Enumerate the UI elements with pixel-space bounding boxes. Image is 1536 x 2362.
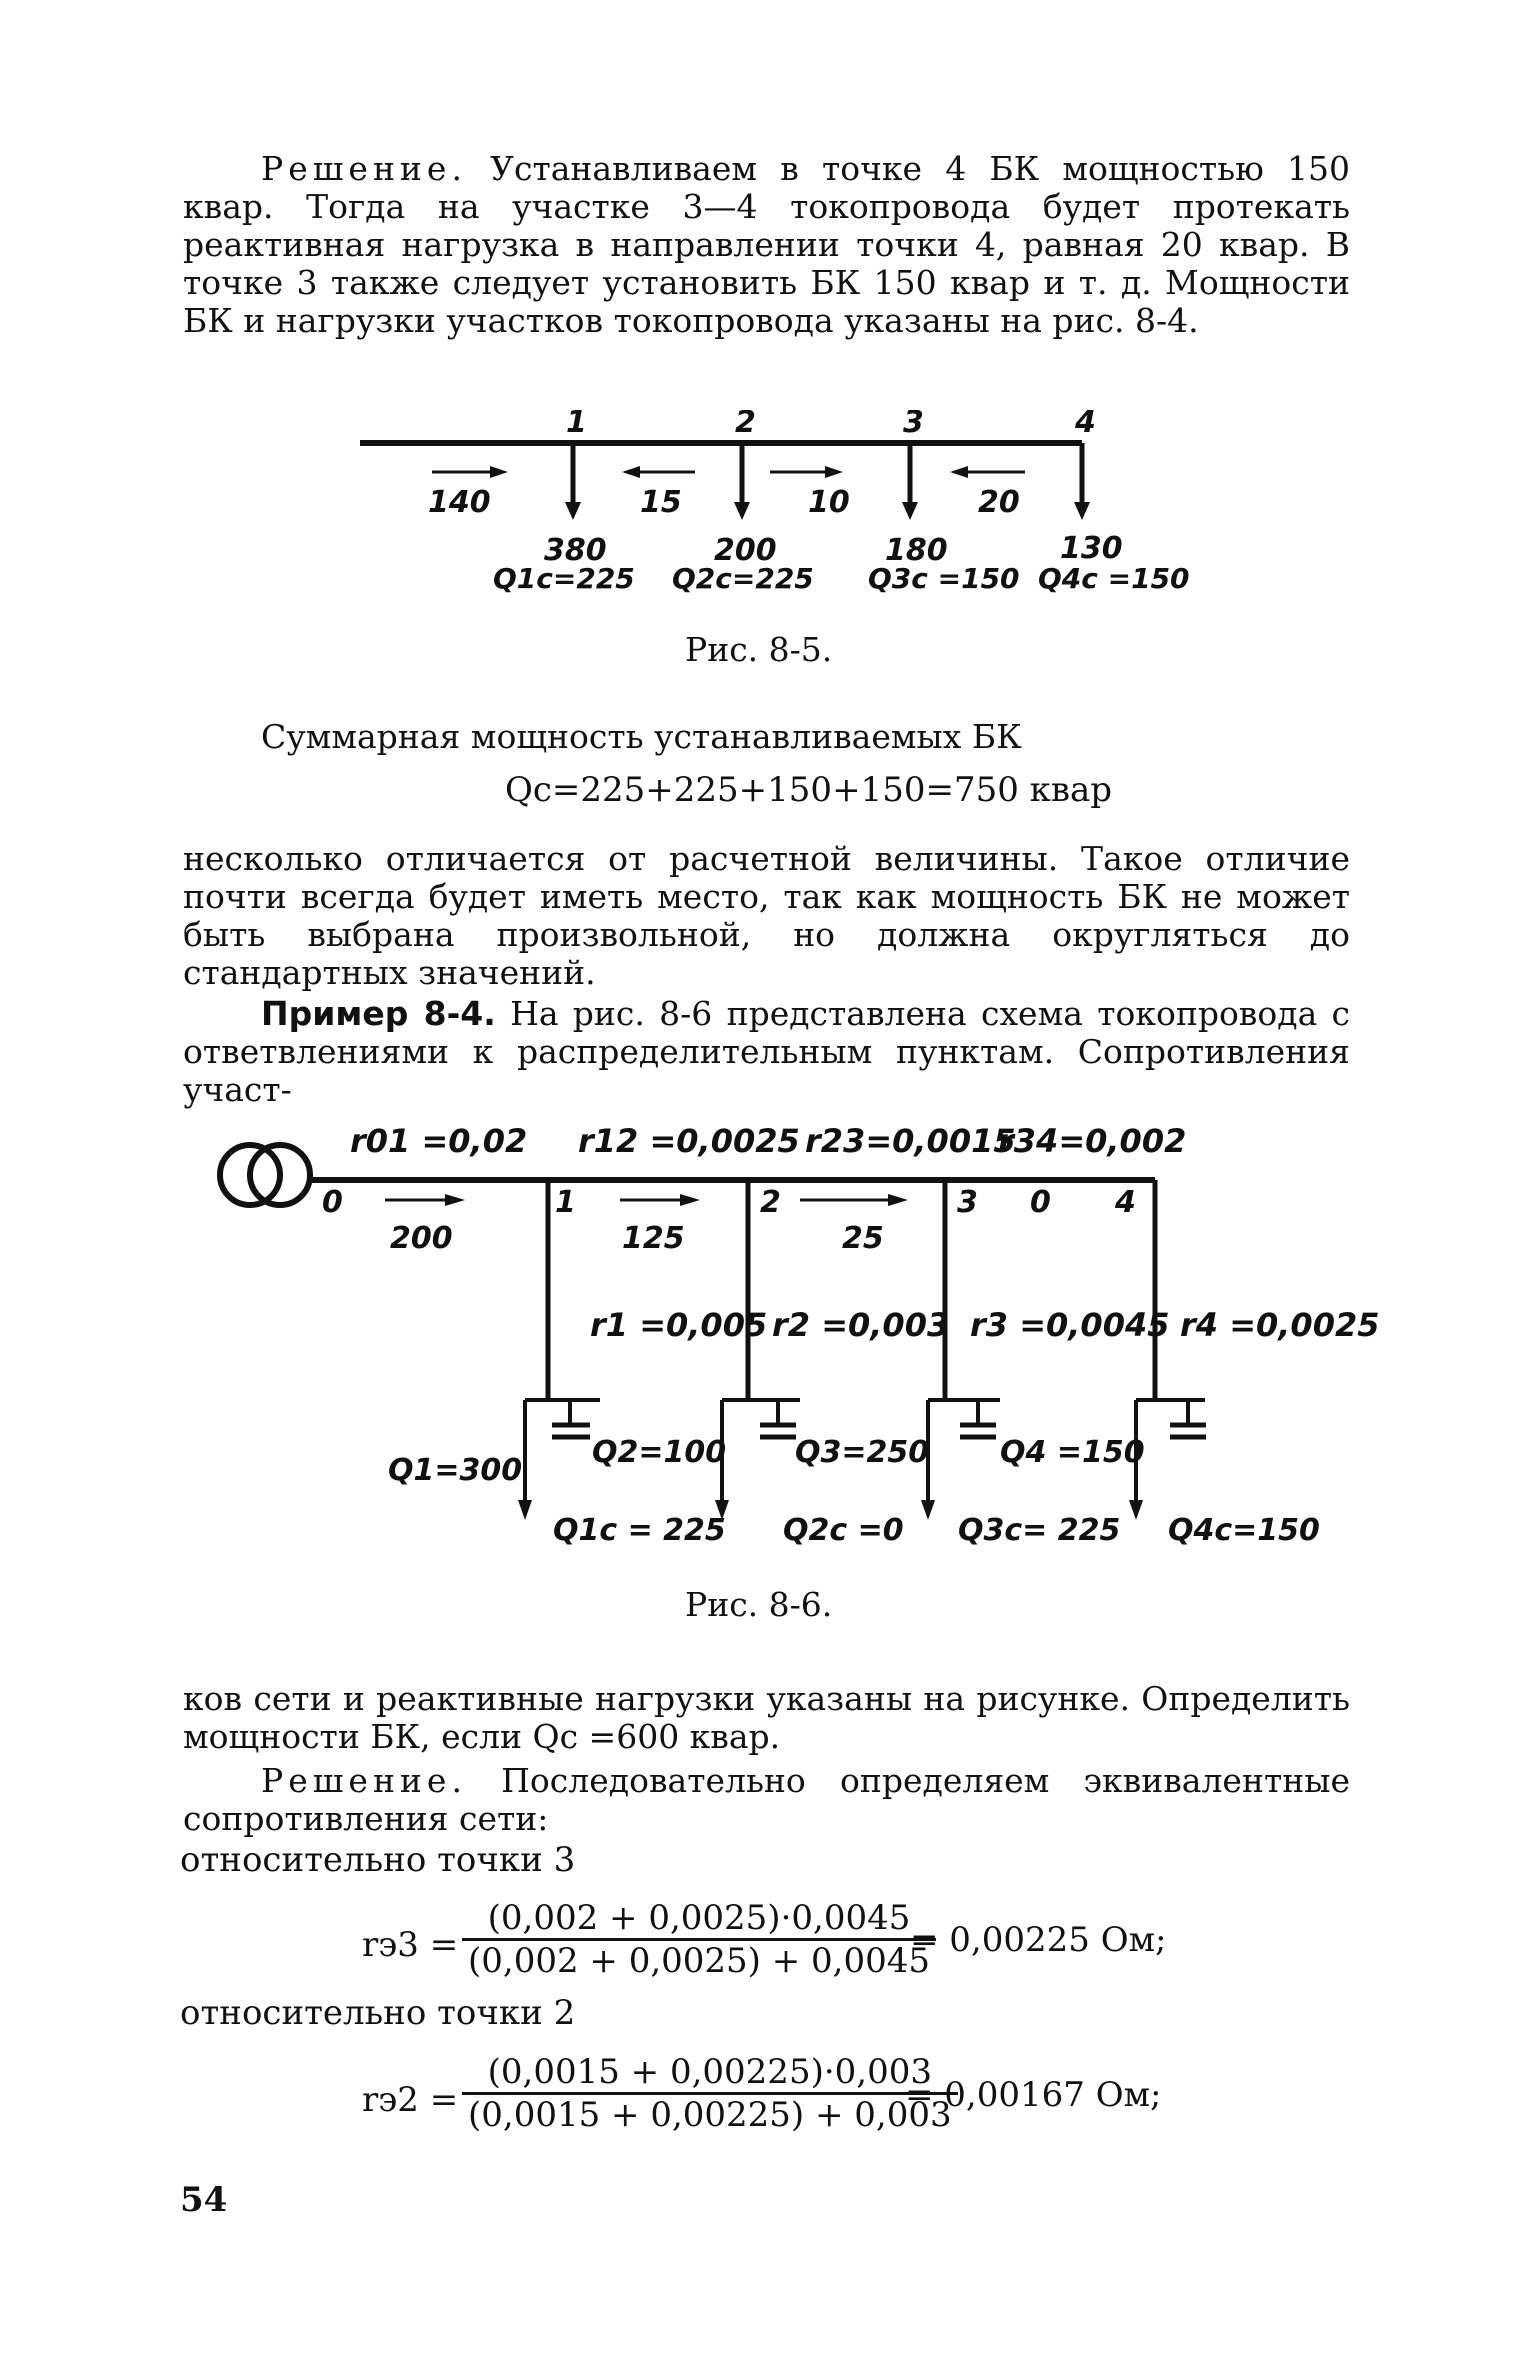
junction-2	[715, 1400, 800, 1520]
flow-value: 140	[428, 485, 491, 520]
flow-arrow-right	[620, 1194, 700, 1206]
cap-label: Q2c =0	[783, 1513, 904, 1548]
load-drop-3	[902, 443, 918, 520]
eq2-numerator: (0,002 + 0,0025)·0,0045	[462, 1898, 936, 1941]
eq3-lhs: rэ2 =	[362, 2080, 459, 2120]
resistance-label: r12 =0,0025	[578, 1122, 800, 1160]
flow-value: 10	[808, 485, 850, 520]
cap-value: Q4c =150	[1038, 562, 1190, 595]
node-label: 3	[957, 1185, 978, 1220]
flow-arrow-left	[622, 466, 695, 478]
flow-arrow-right	[385, 1194, 465, 1206]
solution-paragraph-2	[183, 1762, 1350, 1838]
eq2-denominator: (0,002 + 0,0025) + 0,0045	[468, 1941, 931, 1981]
node-label: 2	[760, 1185, 781, 1220]
page-number: 54	[180, 2180, 228, 2220]
resistance-label: r23=0,0015	[805, 1122, 1016, 1160]
cap-value: Q3c =150	[868, 562, 1020, 595]
solution-lead: Решение.	[261, 1761, 467, 1800]
junction-1	[518, 1400, 600, 1520]
node-label: 3	[903, 410, 924, 440]
junction-3	[921, 1400, 1000, 1520]
eq2-result: = 0,00225 Ом;	[910, 1920, 1167, 1960]
node-label: 1	[555, 1185, 576, 1220]
flow-arrow-right	[800, 1194, 908, 1206]
load-label: Q4 =150	[1000, 1435, 1145, 1470]
flow-value: 20	[978, 485, 1020, 520]
example-text: На рис. 8-6 представлена схема токопровода с ответвлениями к распределительным пунктам. Сопротивления участ-	[183, 994, 1351, 1109]
relative-point-2: относительно точки 2	[180, 1993, 576, 2033]
flow-arrow-left	[950, 466, 1025, 478]
eq2-fraction	[462, 1898, 936, 1981]
node-label: 4	[1115, 1185, 1136, 1220]
relative-point-3: относительно точки 3	[180, 1840, 576, 1880]
solution-text: Устанавливаем в точке 4 БК мощностью 150 квар. Тогда на участке 3—4 токопровода будет протекать реактивная нагрузка в направлении точки 4, равная 20 квар. В точке 3 также следует установить БК 150 квар и т. д. Мощности БК и нагрузки участков токопровода указаны на рис. 8-4.	[183, 149, 1350, 340]
resistance-label: r01 =0,02	[350, 1122, 528, 1160]
resistance-label: r4 =0,0025	[1180, 1306, 1380, 1344]
load-value: 130	[1060, 531, 1123, 566]
eq3-denominator: (0,0015 + 0,00225) + 0,003	[468, 2095, 952, 2135]
node-label: 0	[1030, 1185, 1051, 1220]
cap-label: Q3c= 225	[958, 1513, 1121, 1548]
load-drop-4	[1074, 443, 1090, 520]
load-label: Q3=250	[795, 1435, 930, 1470]
load-value: 380	[544, 533, 607, 568]
node-label: 0	[322, 1185, 343, 1220]
resistance-label: r3 =0,0045	[970, 1306, 1170, 1344]
example-lead: Пример 8-4.	[261, 994, 496, 1033]
cap-label: Q4c=150	[1168, 1513, 1320, 1548]
flow-arrow-right	[432, 466, 508, 478]
node-label: 2	[735, 410, 756, 440]
resistance-label: r1 =0,005	[590, 1306, 768, 1344]
solution-lead: Решение.	[261, 149, 467, 188]
eq3-result: = 0,00167 Ом;	[905, 2075, 1162, 2115]
flow-arrow-right	[770, 466, 843, 478]
cap-value: Q2c=225	[672, 562, 814, 595]
equation-sum: Qc=225+225+150+150=750 квар	[505, 770, 1113, 810]
resistance-label: r34=0,002	[998, 1122, 1187, 1160]
flow-value: 200	[390, 1221, 453, 1256]
load-drop-1	[565, 443, 581, 520]
cap-label: Q1c = 225	[553, 1513, 726, 1548]
solution-paragraph-1	[183, 150, 1350, 340]
eq3-fraction	[462, 2052, 958, 2135]
load-label: Q1=300	[388, 1453, 523, 1488]
load-value: 200	[714, 533, 777, 568]
flow-value: 125	[622, 1221, 685, 1256]
task-paragraph: ков сети и реактивные нагрузки указаны на рисунке. Определить мощности БК, если Qc =600 квар.	[183, 1679, 1350, 1756]
node-label: 4	[1075, 410, 1096, 440]
flow-value: 25	[842, 1221, 884, 1256]
figure-8-5-caption: Рис. 8-5.	[685, 630, 833, 669]
sum-paragraph: Суммарная мощность устанавливаемых БК	[261, 717, 1022, 756]
load-drop-2	[734, 443, 750, 520]
resistance-label: r2 =0,003	[772, 1306, 950, 1344]
cap-value: Q1c=225	[493, 562, 635, 595]
eq3-numerator: (0,0015 + 0,00225)·0,003	[462, 2052, 958, 2095]
flow-value: 15	[640, 485, 682, 520]
figure-8-6	[0, 1100, 1536, 1570]
difference-paragraph: несколько отличается от расчетной величины. Такое отличие почти всегда будет иметь место, так как мощность БК не может быть выбрана произвольной, но должна округляться до стандартных значений.	[183, 839, 1350, 992]
figure-8-6-caption: Рис. 8-6.	[685, 1585, 833, 1624]
load-value: 180	[885, 533, 948, 568]
transformer-icon	[220, 1145, 310, 1205]
solution-text: Последовательно определяем эквивалентные сопротивления сети:	[183, 1761, 1350, 1838]
node-label: 1	[566, 410, 587, 440]
eq2-lhs: rэ3 =	[362, 1925, 459, 1965]
example-paragraph	[183, 995, 1350, 1109]
load-label: Q2=100	[592, 1435, 727, 1470]
